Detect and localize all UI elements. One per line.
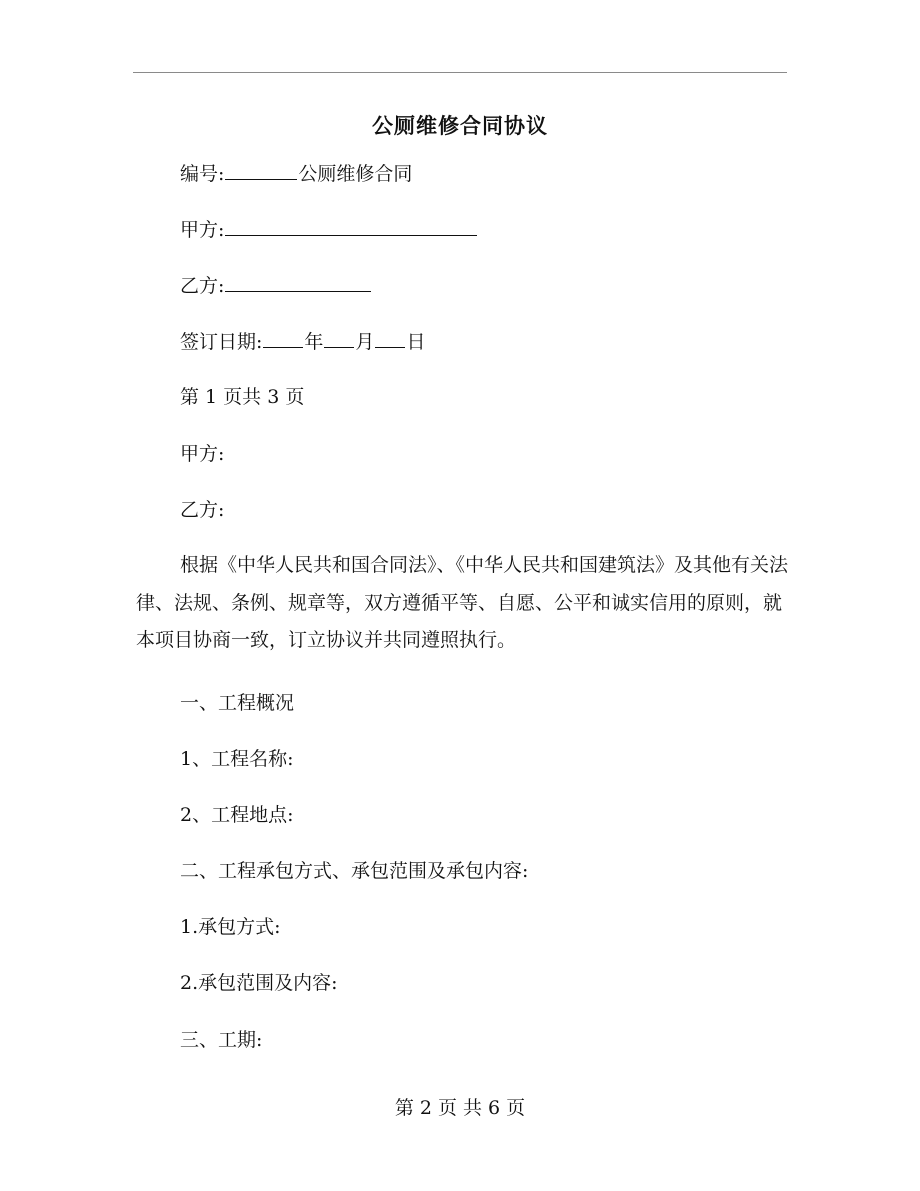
party-a-label: 甲方: [180,219,225,241]
year-label: 年 [304,331,324,353]
party-b-label: 乙方: [180,275,225,297]
contract-scope-item: 2.承包范围及内容: [180,972,338,994]
month-label: 月 [355,331,375,353]
page-footer: 第 2 页 共 6 页 [394,1097,526,1119]
party-b-blank[interactable] [225,269,371,292]
party-a-line [180,213,478,246]
contract-number-label: 编号: [180,163,225,185]
preamble-text: 根据《中华人民共和国合同法》、《中华人民共和国建筑法》及其他有关法律、法规、条例、规章等，双方遵循平等、自愿、公平和诚实信用的原则，就本项目协商一致，订立协议并共同遵照执行。 [136,554,789,651]
contract-number-blank[interactable] [225,157,297,180]
document-title: 公厕维修合同协议 [372,113,548,138]
section-3-heading: 三、工期: [180,1029,263,1051]
party-b-line [180,269,372,302]
sign-date-label: 签订日期: [180,331,263,353]
inner-page-number: 第 1 页共 3 页 [180,386,305,408]
contract-number-line [180,157,412,190]
party-b-label-2: 乙方: [180,499,225,521]
sign-year-blank[interactable] [263,325,303,348]
sign-month-blank[interactable] [324,325,354,348]
project-name-item: 1、工程名称: [180,748,294,770]
party-a-label-2: 甲方: [180,443,225,465]
section-2-heading: 二、工程承包方式、承包范围及承包内容: [180,860,529,882]
day-label: 日 [406,331,426,353]
party-a-blank[interactable] [225,213,477,236]
project-location-item: 2、工程地点: [180,804,294,826]
sign-date-line [180,325,425,358]
contract-method-item: 1.承包方式: [180,916,281,938]
sign-day-blank[interactable] [375,325,405,348]
header-rule [133,72,787,73]
preamble-paragraph [136,547,788,660]
section-1-heading: 一、工程概况 [180,692,295,714]
contract-number-suffix: 公厕维修合同 [298,163,413,185]
